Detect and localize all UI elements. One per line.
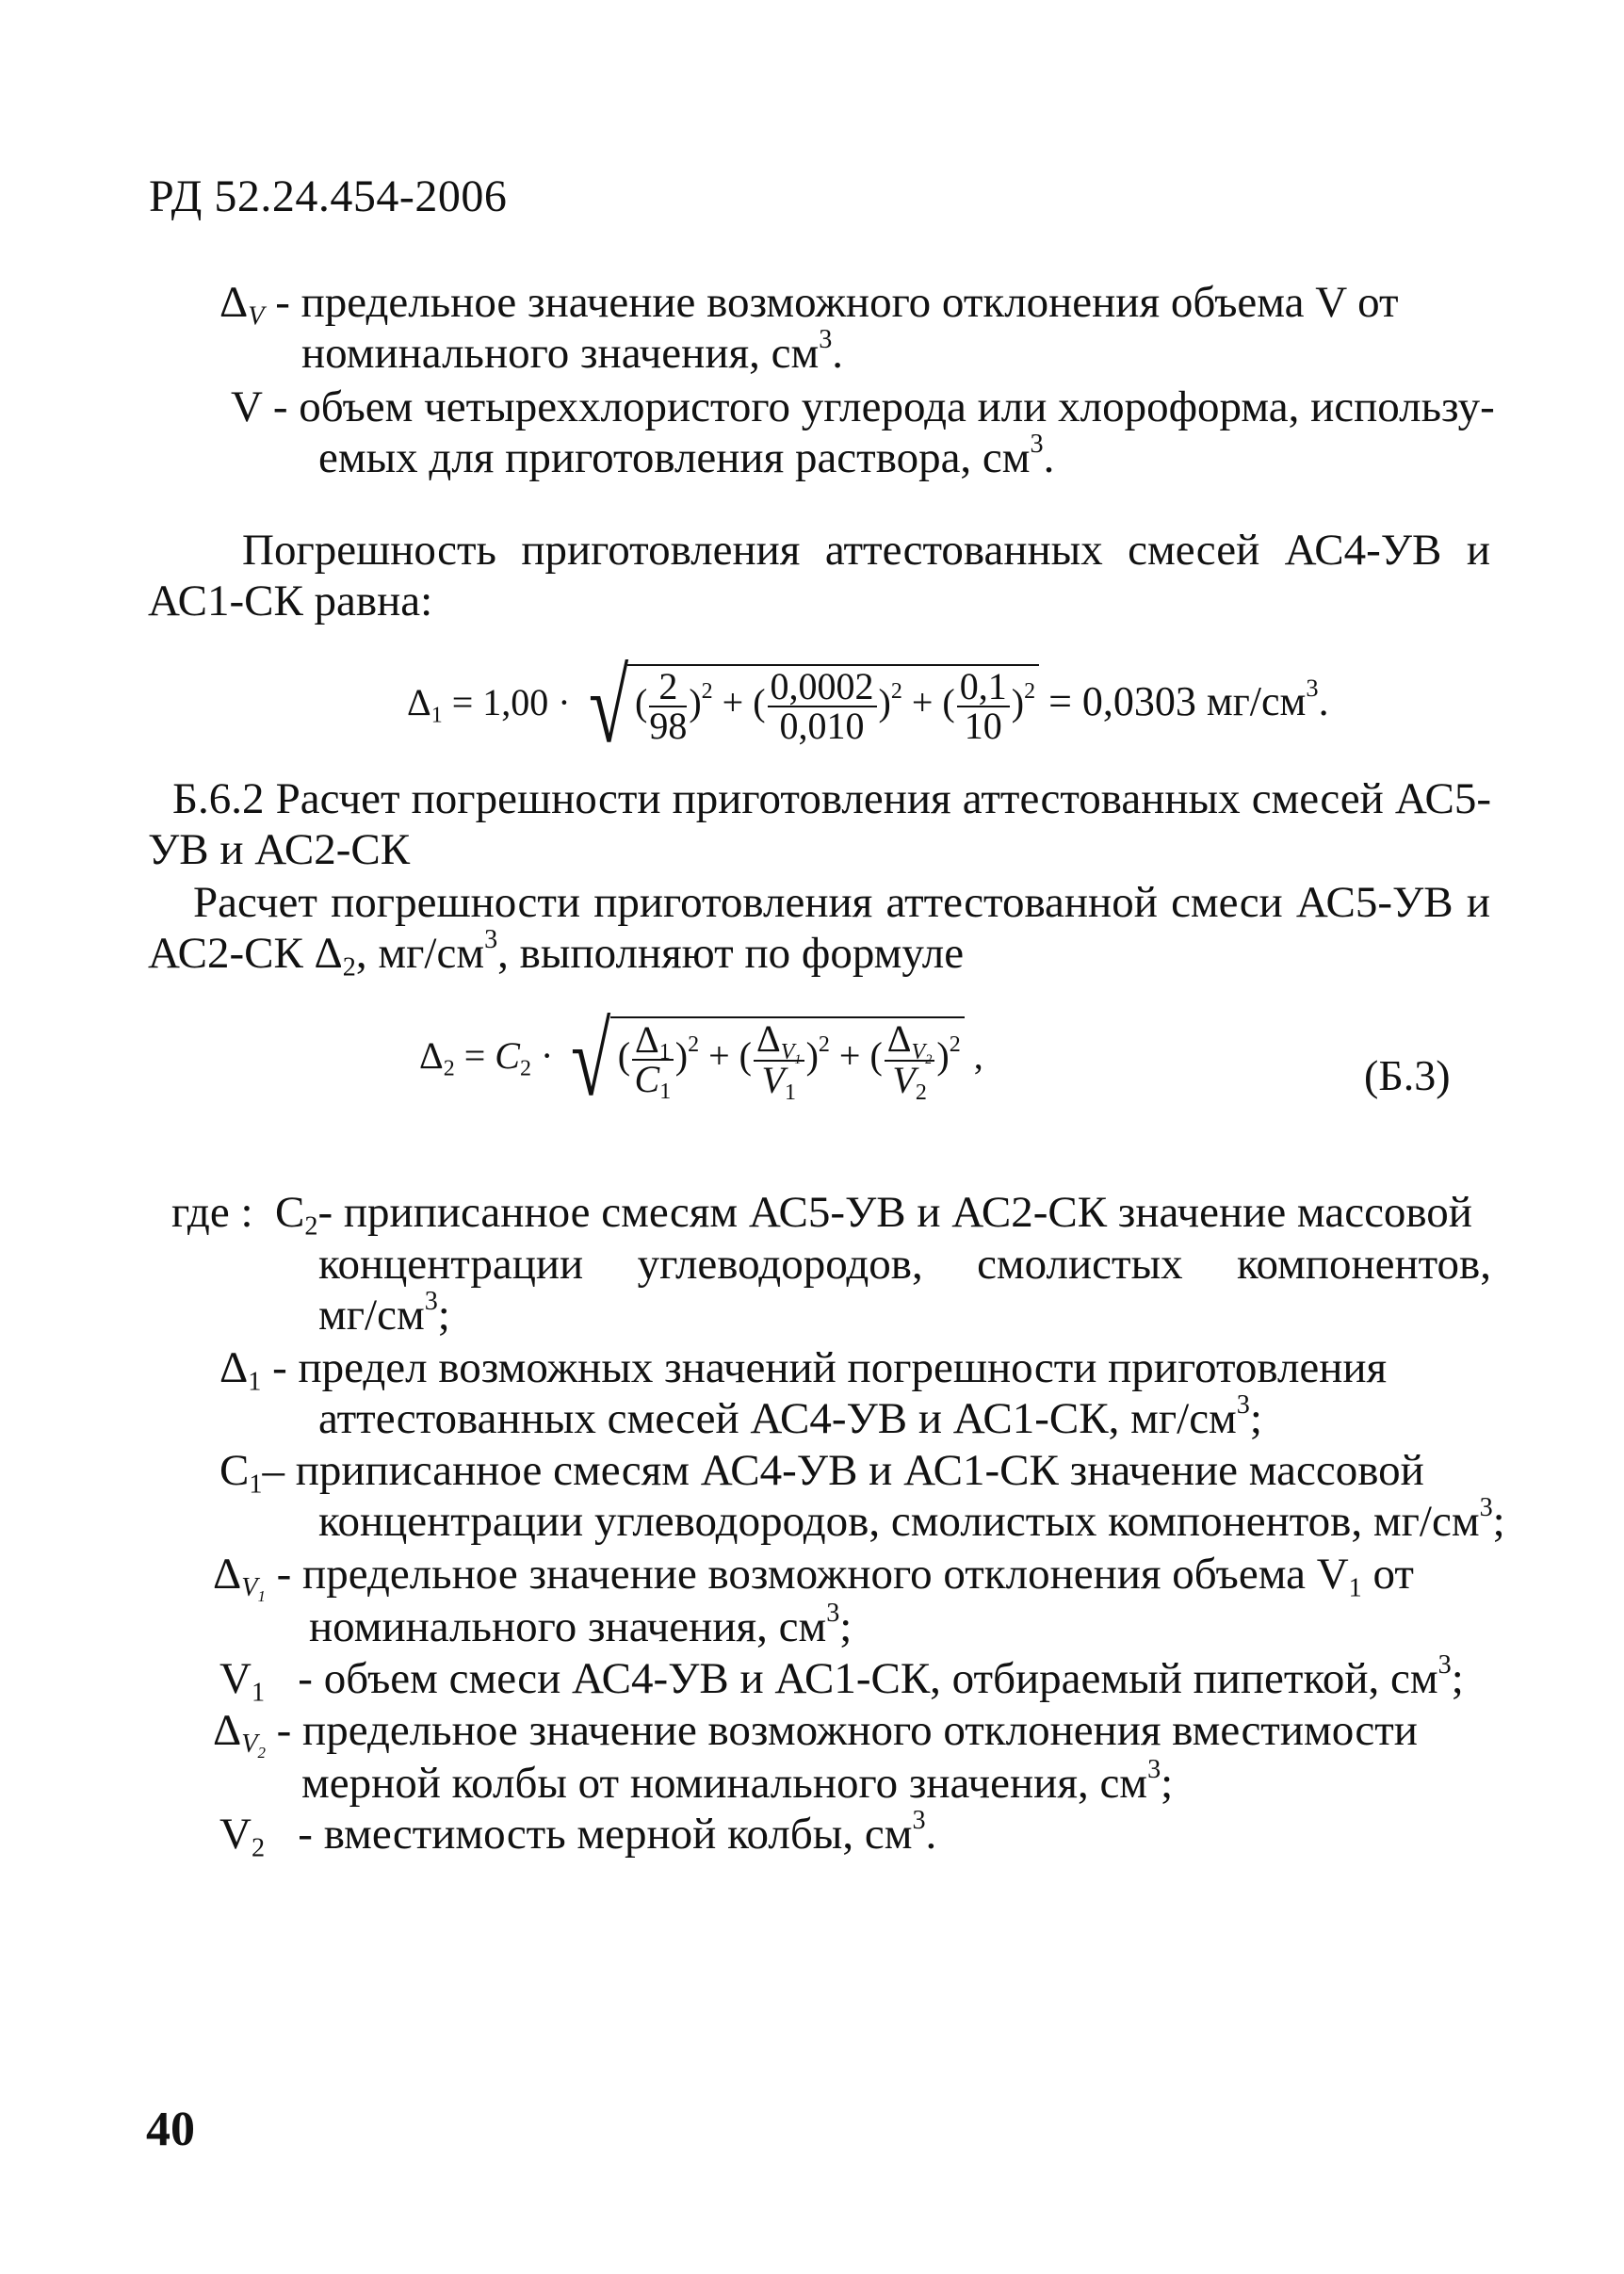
delta-symbol: Δ [219, 278, 249, 327]
where-c1-line2 [318, 1494, 1505, 1549]
fraction-term-1 [632, 1018, 674, 1105]
definition-text: номинального значения, см [301, 329, 820, 378]
definition-text: - предельное значение возможного отклонения объема V от [275, 278, 1399, 327]
definition-text: - предел возможных значений погрешности приготовления [272, 1343, 1388, 1392]
denominator [754, 1058, 804, 1105]
formula-lhs: Δ [407, 681, 431, 724]
paragraph-text: , мг/см [355, 929, 485, 978]
definition-text: аттестованных смесей АС4-УВ и АС1-СК, мг/см [318, 1394, 1237, 1443]
denominator: 10 [964, 705, 1002, 747]
definition-text: мерной колбы от номинального значения, см [301, 1759, 1148, 1808]
definition-delta-v-line2 [301, 326, 843, 381]
unit-exponent: 3 [1437, 1649, 1452, 1680]
where-v1-line1 [219, 1651, 1464, 1706]
c1-symbol: С [219, 1446, 250, 1495]
unit-exponent: 3 [912, 1805, 926, 1835]
where-c1-line1 [219, 1443, 1424, 1498]
subscript: 1 [251, 1678, 266, 1708]
subscript: 1 [659, 1080, 672, 1105]
multiply-dot: · [530, 1034, 554, 1078]
definition-text: - предельное значение возможного отклонения объема V [276, 1550, 1349, 1599]
definition-text: емых для приготовления раствора, см [318, 433, 1031, 482]
subscript [241, 1730, 266, 1762]
coefficient-c: C [495, 1034, 520, 1078]
paragraph-text: Погрешность приготовления аттестованных смесей АС4-УВ и [242, 526, 1490, 575]
subscript: 1 [1348, 1573, 1362, 1603]
unit-exponent: 3 [1147, 1754, 1161, 1784]
subscript: 2 [915, 1080, 927, 1105]
section-heading-text: Б.6.2 Расчет погрешности приготовления аттестованных смесей АС5- [172, 774, 1491, 823]
subscript: 2 [304, 1211, 318, 1242]
document-header: РД 52.24.454-2006 [149, 171, 508, 221]
definition-text: от [1361, 1550, 1414, 1599]
section-heading-line1 [172, 772, 1491, 826]
denominator: 98 [649, 705, 688, 747]
v-symbol: V [892, 1058, 916, 1101]
fraction-term-3 [885, 1017, 935, 1105]
unit-exponent: 3 [484, 924, 498, 954]
subscript: 1 [658, 1040, 671, 1065]
numerator: 0,0002 [768, 668, 877, 707]
formula-b3 [419, 1002, 983, 1117]
punctuation: ; [1249, 1394, 1262, 1443]
numerator [632, 1018, 674, 1065]
definition-text: V - объем четыреххлористого углерода или хлороформа, использу- [231, 382, 1495, 431]
paragraph-calc-line2 [148, 926, 964, 981]
equals-sign: = [454, 1034, 495, 1078]
definition-text: мг/см [318, 1291, 425, 1340]
where-dv2-line2 [301, 1756, 1173, 1811]
c2-symbol: С [275, 1188, 305, 1237]
unit-exponent: 3 [1236, 1389, 1250, 1420]
subscript: 2 [251, 1833, 266, 1863]
subscript: 1 [248, 1367, 262, 1397]
numerator: 2 [649, 668, 687, 707]
coefficient-subscript: 2 [519, 1056, 531, 1081]
square-root [562, 1002, 964, 1117]
definition-v-line1 [231, 380, 1493, 434]
where-c2-line1 [171, 1185, 1472, 1240]
punctuation: ; [1492, 1497, 1505, 1546]
paragraph-text: АС1-СК равна: [148, 577, 433, 625]
subscript [241, 1573, 266, 1606]
denominator [885, 1058, 935, 1105]
where-dv1-line1 [213, 1547, 1414, 1606]
fraction-term-1 [649, 665, 688, 747]
v2-symbol: V [219, 1810, 252, 1859]
v-symbol: V [761, 1058, 785, 1101]
formula-lhs: Δ [419, 1034, 444, 1078]
delta-subscript: V [248, 301, 265, 332]
delta-symbol: Δ [213, 1706, 242, 1755]
radicand: ( $\frac{\Delta_1}{C_1}$ )$^2$ + ( $\frac{\Delta_{V_1}}{V_1}$ )$^2$ + ( $\frac{\Delta_{V_2}}{V_2}$ )$^2$ [610, 1016, 965, 1098]
punctuation: ; [437, 1291, 450, 1340]
page-number: 40 [146, 2103, 195, 2156]
paragraph-text: АС2-СК Δ [148, 929, 343, 978]
radical-sign-icon: √ [571, 1002, 611, 1117]
delta-symbol: Δ [213, 1550, 242, 1599]
v-symbol: V [241, 1573, 258, 1603]
where-dv1-line2 [309, 1600, 852, 1654]
equation-label: (Б.3) [1364, 1051, 1451, 1099]
punctuation: ; [1451, 1654, 1464, 1703]
subscript: 1 [249, 1470, 263, 1500]
where-dv2-line1 [213, 1703, 1418, 1762]
paragraph-calc-line1 [193, 875, 1490, 930]
definition-delta-v-line1 [219, 275, 1399, 330]
section-heading-line2 [148, 822, 410, 877]
paragraph-error-line2 [148, 574, 432, 628]
where-delta1-line2 [318, 1391, 1262, 1446]
result-text: = 0,0303 мг/см [1048, 678, 1307, 725]
v1-symbol: V [219, 1654, 252, 1703]
punctuation: . [1043, 433, 1055, 482]
formula-lhs-subscript: 1 [430, 703, 443, 728]
v-symbol: V [780, 1039, 795, 1064]
numerator [754, 1017, 804, 1067]
punctuation: ; [839, 1602, 853, 1651]
delta-symbol: Δ [219, 1343, 249, 1392]
c-symbol: C [634, 1058, 660, 1100]
fraction-term-2 [768, 665, 877, 747]
paragraph-text: Расчет погрешности приготовления аттестованной смеси АС5-УВ и [193, 878, 1490, 927]
definition-text: - предельное значение возможного отклонения вместимости [276, 1706, 1418, 1755]
definition-text: концентрации углеводородов, смолистых компонентов, мг/см [318, 1497, 1480, 1546]
unit-exponent: 3 [826, 1598, 840, 1628]
unit-exponent: 3 [424, 1286, 438, 1316]
v-symbol: V [911, 1039, 926, 1064]
definition-text: номинального значения, см [309, 1602, 827, 1651]
punctuation: . [1318, 678, 1329, 725]
index: 1 [257, 1587, 266, 1606]
punctuation: , [964, 1034, 983, 1078]
v-symbol: V [241, 1730, 258, 1760]
where-c2-line3 [318, 1288, 450, 1342]
delta-symbol: Δ [635, 1018, 659, 1061]
definition-text: – приписанное смесям АС4-УВ и АС1-СК значение массовой [262, 1446, 1424, 1495]
formula-lhs-subscript: 2 [443, 1056, 455, 1081]
unit-exponent: 3 [1030, 429, 1044, 459]
fraction-term-3 [957, 665, 1010, 747]
index: 2 [925, 1051, 933, 1067]
punctuation: ; [1161, 1759, 1174, 1808]
definition-text: - объем смеси АС4-УВ и АС1-СК, отбираемый пипеткой, см [298, 1654, 1438, 1703]
radicand: ( $\frac{2}{98}$ )$^2$ + ( $\frac{0,0002}{0,010}$ )$^2$ + ( $\frac{0,1}{10}$ )$^2$ [627, 664, 1039, 745]
index: 2 [257, 1744, 266, 1762]
fraction-term-2 [754, 1017, 804, 1105]
formula-result [1048, 674, 1329, 725]
delta-symbol: Δ [886, 1017, 912, 1061]
definition-text: - вместимость мерной колбы, см [298, 1810, 913, 1859]
where-c2-line2 [318, 1237, 1491, 1291]
punctuation: . [925, 1810, 937, 1859]
formula-coefficient: = 1,00 · [451, 681, 571, 724]
numerator [885, 1017, 935, 1067]
square-root [580, 649, 1039, 764]
definition-text: концентрации углеводородов, смолистых компонентов, [318, 1240, 1491, 1289]
definition-text: - приписанное смесям АС5-УВ и АС2-СК значение массовой [317, 1188, 1472, 1237]
paragraph-error-line1 [242, 523, 1490, 577]
formula-delta1 [407, 649, 1329, 764]
section-heading-text: УВ и АС2-СК [148, 825, 411, 874]
where-delta1-line1 [219, 1340, 1387, 1395]
subscript: 1 [784, 1080, 796, 1105]
where-v2-line1 [219, 1807, 936, 1861]
subscript: 2 [342, 952, 356, 983]
paragraph-text: , выполняют по формуле [497, 929, 965, 978]
denominator [632, 1058, 674, 1105]
definition-v-line2 [318, 430, 1054, 485]
unit-exponent: 3 [819, 324, 833, 354]
denominator: 0,010 [779, 705, 865, 747]
where-intro: где : [171, 1188, 253, 1237]
numerator: 0,1 [957, 668, 1010, 707]
delta-symbol: Δ [755, 1017, 781, 1061]
unit-exponent: 3 [1306, 674, 1319, 703]
index: 1 [794, 1051, 802, 1067]
radical-sign-icon: √ [588, 649, 628, 764]
punctuation: . [832, 329, 844, 378]
unit-exponent: 3 [1479, 1492, 1493, 1522]
